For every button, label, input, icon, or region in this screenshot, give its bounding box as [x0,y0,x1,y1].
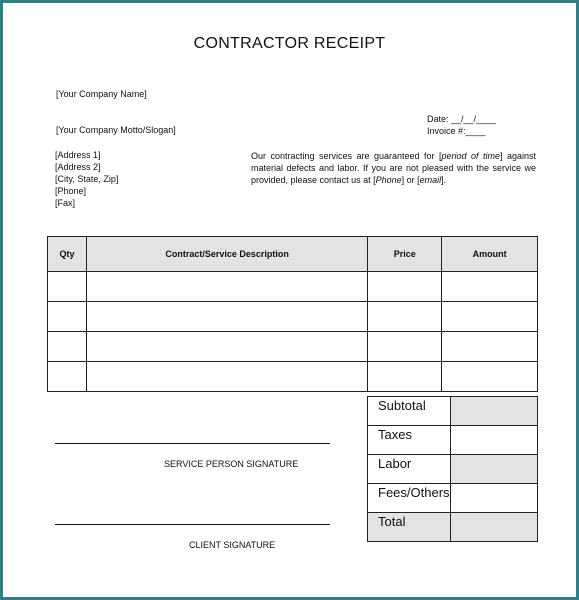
document-title: CONTRACTOR RECEIPT [193,35,386,52]
totals-table [367,396,538,542]
table-row [48,332,538,362]
amount-cell[interactable] [442,332,538,362]
amount-cell[interactable] [442,302,538,332]
date-invoice-block [427,113,496,137]
totals-row-fees [368,484,538,513]
fees-value[interactable] [450,484,537,513]
totals-row-total [368,513,538,542]
price-cell[interactable] [368,272,442,302]
taxes-label: Taxes [368,426,451,455]
taxes-value[interactable] [450,426,537,455]
description-cell[interactable] [86,362,367,392]
address-line: [Address 2] [55,162,101,172]
total-label: Total [368,513,451,542]
subtotal-label: Subtotal [368,397,451,426]
guarantee-period: period of time [441,151,500,161]
service-signature-line[interactable] [55,443,330,444]
table-row [48,302,538,332]
qty-cell[interactable] [48,332,87,362]
guarantee-text-part: ]. [441,175,447,185]
address-line: [City, State, Zip] [55,174,119,184]
address-line: [Address 1] [55,150,101,160]
client-signature-line[interactable] [55,524,330,525]
company-motto: [Your Company Motto/Slogan] [56,125,176,135]
amount-cell[interactable] [442,362,538,392]
date-field: Date: __/__/____ [427,114,497,124]
subtotal-value[interactable] [450,397,537,426]
service-signature-label: SERVICE PERSON SIGNATURE [164,459,299,469]
price-cell[interactable] [368,302,442,332]
client-signature-label: CLIENT SIGNATURE [189,540,276,550]
guarantee-text-part: ] or [ [401,175,420,185]
amount-cell[interactable] [442,272,538,302]
labor-label: Labor [368,455,451,484]
totals-row-subtotal [368,397,538,426]
header-description: Contract/Service Description [86,237,367,272]
address-line: [Phone] [55,186,87,196]
price-cell[interactable] [368,362,442,392]
line-items-table [47,236,538,392]
guarantee-text-part: ] against material defects and labor. If you are not pleased with the service we provided, please contact us at [ [251,151,537,185]
guarantee-text [251,150,536,186]
qty-cell[interactable] [48,362,87,392]
guarantee-phone: Phone [375,175,402,185]
total-value[interactable] [450,513,537,542]
guarantee-email: email [419,175,442,185]
invoice-field: Invoice #:____ [427,126,486,136]
qty-cell[interactable] [48,302,87,332]
guarantee-text-part: Our contracting services are guaranteed for [ [251,151,442,161]
table-row [48,272,538,302]
labor-value[interactable] [450,455,537,484]
header-amount: Amount [442,237,538,272]
totals-row-taxes [368,426,538,455]
company-address [55,149,118,209]
description-cell[interactable] [86,272,367,302]
price-cell[interactable] [368,332,442,362]
header-price: Price [368,237,442,272]
company-name: [Your Company Name] [56,89,147,99]
table-row [48,362,538,392]
description-cell[interactable] [86,332,367,362]
header-qty: Qty [48,237,87,272]
qty-cell[interactable] [48,272,87,302]
fees-label: Fees/Others [368,484,451,513]
table-header-row [48,237,538,272]
totals-row-labor [368,455,538,484]
address-line: [Fax] [55,198,76,208]
description-cell[interactable] [86,302,367,332]
